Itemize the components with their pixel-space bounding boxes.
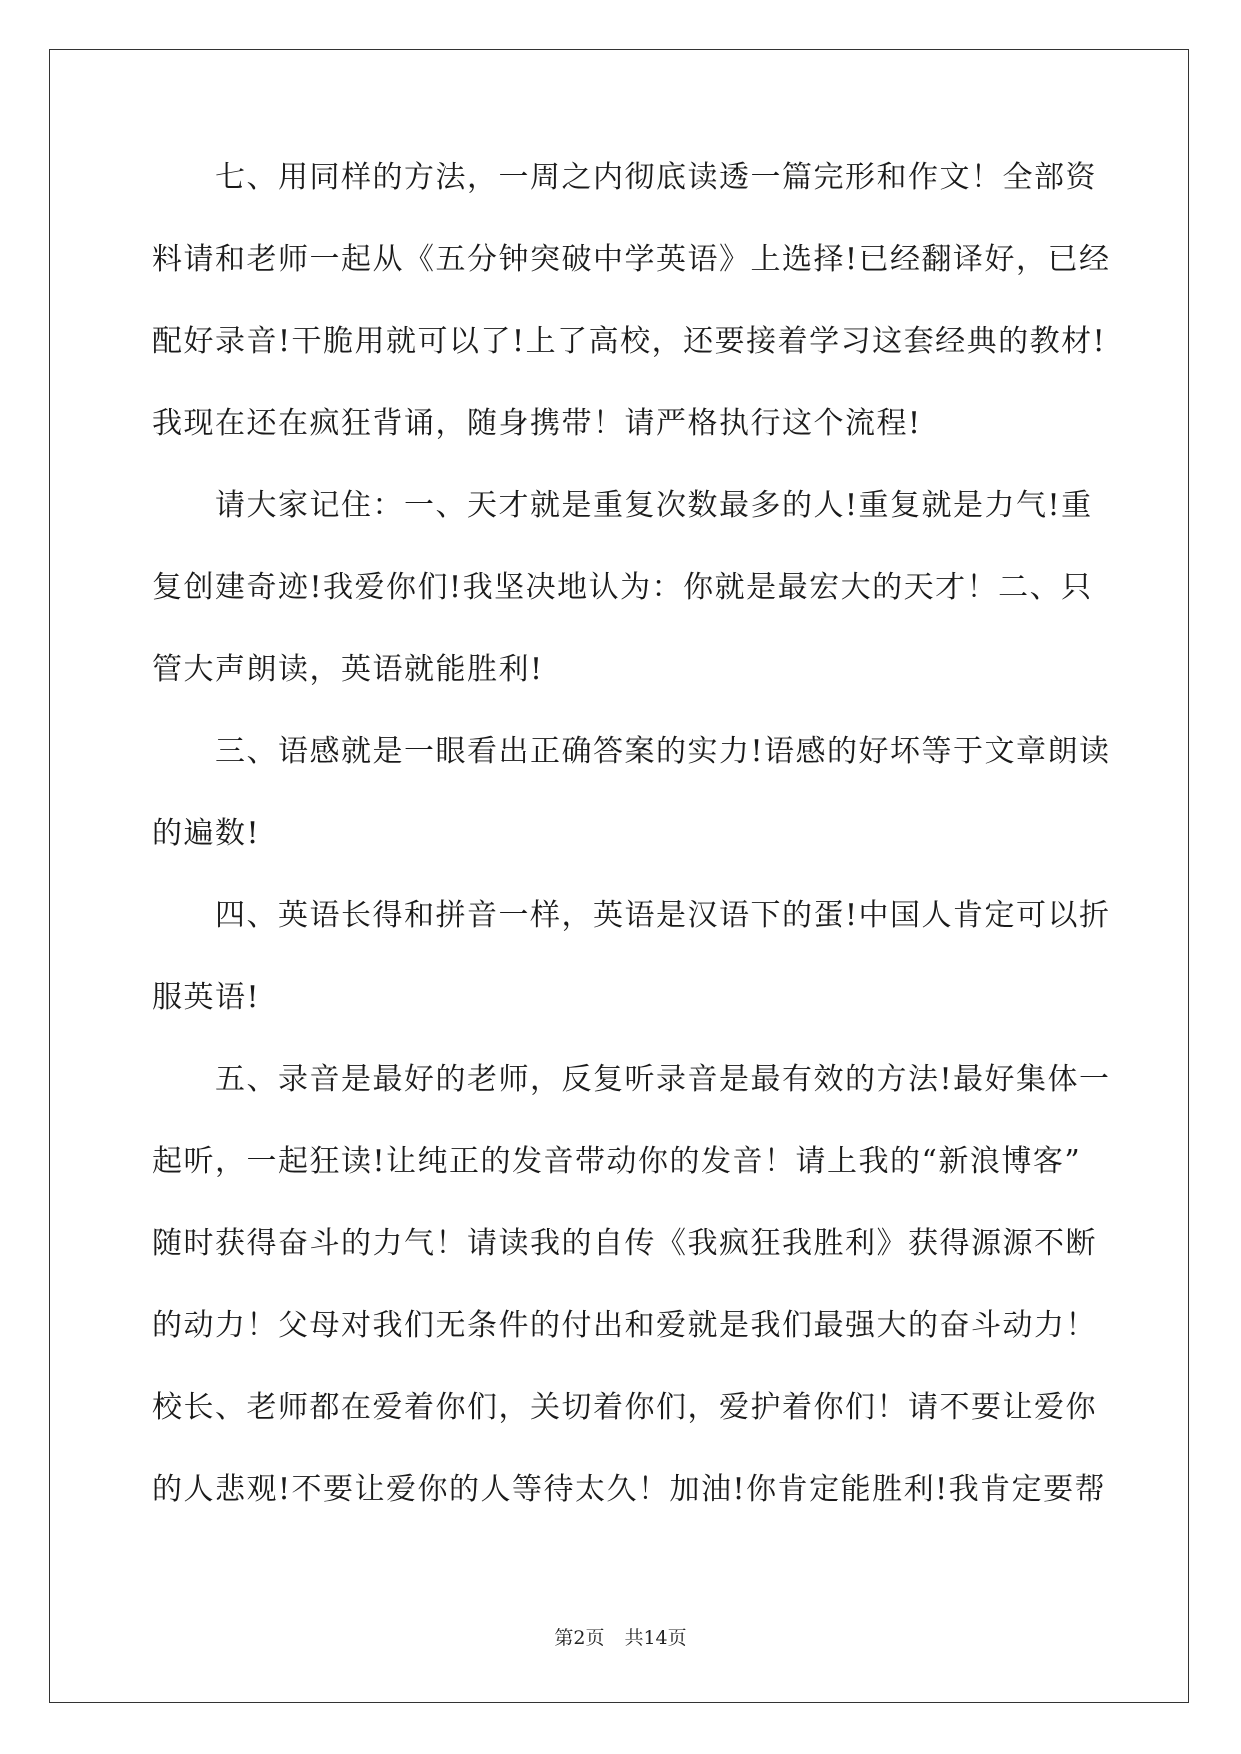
paragraph-5-line-3: 随时获得奋斗的力气！请读我的自传《我疯狂我胜利》获得源源不断 — [152, 1226, 1097, 1261]
paragraph-5-line-1: 五、录音是最好的老师，反复听录音是最有效的方法!最好集体一 — [215, 1062, 1111, 1097]
document-body — [152, 158, 1111, 1552]
paragraph-remember-line-1: 请大家记住：一、天才就是重复次数最多的人!重复就是力气!重 — [215, 488, 1093, 523]
paragraph-5-line-2: 起听，一起狂读!让纯正的发音带动你的发音！请上我的“新浪博客” — [152, 1144, 1082, 1179]
paragraph-5-line-5: 校长、老师都在爱着你们，关切着你们，爱护着你们！请不要让爱你 — [152, 1390, 1097, 1425]
paragraph-5-line-6: 的人悲观!不要让爱你的人等待太久！加油!你肯定能胜利!我肯定要帮 — [152, 1472, 1107, 1507]
page-footer — [0, 1626, 1241, 1650]
paragraph-3-line-2: 的遍数! — [152, 816, 261, 851]
paragraph-4-line-1: 四、英语长得和拼音一样，英语是汉语下的蛋!中国人肯定可以折 — [215, 898, 1111, 933]
paragraph-7-line-3: 配好录音!干脆用就可以了!上了高校，还要接着学习这套经典的教材! — [152, 324, 1107, 359]
paragraph-4-line-2: 服英语! — [152, 980, 261, 1015]
paragraph-3-line-1: 三、语感就是一眼看出正确答案的实力!语感的好坏等于文章朗读 — [215, 734, 1111, 769]
paragraph-5-line-4: 的动力！父母对我们无条件的付出和爱就是我们最强大的奋斗动力！ — [152, 1308, 1097, 1343]
paragraph-remember-line-3: 管大声朗读，英语就能胜利! — [152, 652, 544, 687]
paragraph-remember-line-2: 复创建奇迹!我爱你们!我坚决地认为：你就是最宏大的天才！二、只 — [152, 570, 1093, 605]
page-total: 共14页 — [624, 1627, 687, 1649]
paragraph-7-line-4: 我现在还在疯狂背诵，随身携带！请严格执行这个流程! — [152, 406, 922, 441]
page-number: 第2页 — [554, 1627, 605, 1649]
paragraph-7-line-1: 七、用同样的方法，一周之内彻底读透一篇完形和作文！全部资 — [215, 160, 1097, 195]
paragraph-7-line-2: 料请和老师一起从《五分钟突破中学英语》上选择!已经翻译好，已经 — [152, 242, 1111, 277]
